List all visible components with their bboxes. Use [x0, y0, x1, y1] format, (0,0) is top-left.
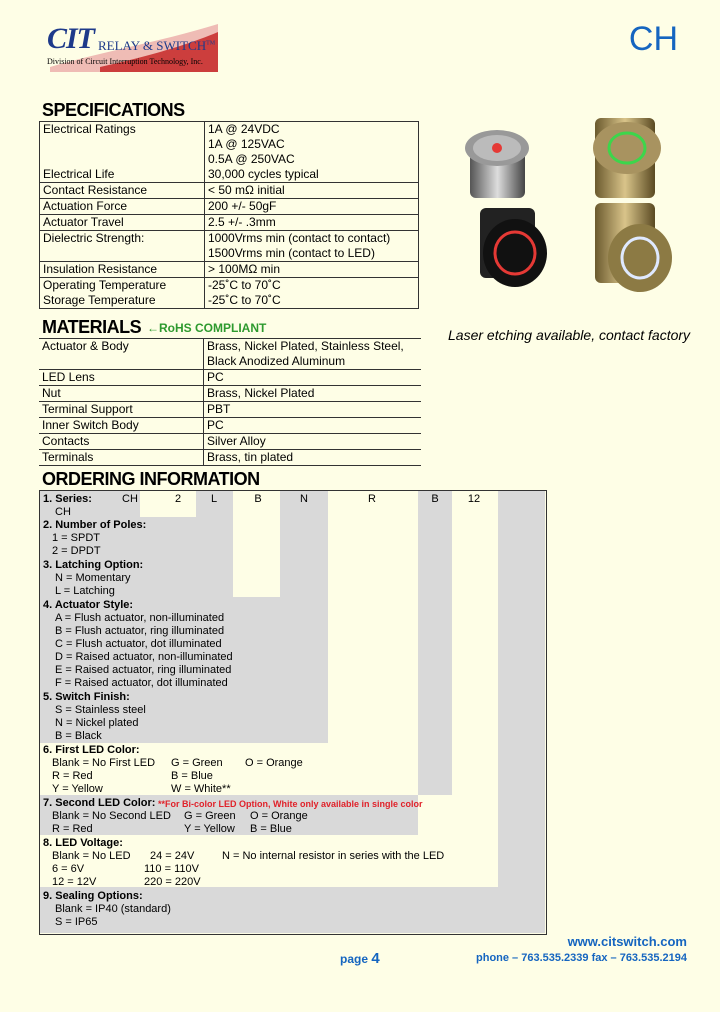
- voltage-option: 24 = 24V: [150, 850, 195, 862]
- sealing-option: S = IP65: [55, 916, 98, 928]
- material-value: PC: [204, 418, 422, 434]
- finish-option: N = Nickel plated: [55, 717, 139, 729]
- led1-heading: 6. First LED Color:: [43, 744, 140, 756]
- sealing-heading: 9. Sealing Options:: [43, 890, 143, 902]
- spec-label: [40, 152, 205, 167]
- shade-col-led2: [418, 491, 452, 795]
- actuator-option: E = Raised actuator, ring illuminated: [55, 664, 232, 676]
- spec-label: Actuator Travel: [40, 215, 205, 231]
- spec-value: 1A @ 125VAC: [208, 137, 285, 151]
- logo-cit: CIT: [47, 22, 95, 55]
- actuator-option: D = Raised actuator, non-illuminated: [55, 651, 233, 663]
- material-value: Brass, Nickel Plated: [204, 386, 422, 402]
- code-poles: 2: [174, 493, 182, 505]
- led2-option: B = Blue: [250, 823, 292, 835]
- spec-value: -25˚C to 70˚C: [208, 293, 281, 307]
- led2-heading: 7. Second LED Color:: [43, 797, 156, 809]
- material-label: LED Lens: [39, 370, 204, 386]
- spec-value: 1000Vrms min (contact to contact): [208, 231, 391, 245]
- specifications-title: SPECIFICATIONS: [42, 100, 185, 120]
- spec-label: Dielectric Strength:: [40, 231, 205, 247]
- website-link[interactable]: www.citswitch.com: [567, 934, 687, 949]
- poles-heading: 2. Number of Poles:: [43, 519, 147, 531]
- product-code: CH: [628, 20, 678, 58]
- led2-option: G = Green: [184, 810, 236, 822]
- code-actuator: B: [254, 493, 262, 505]
- actuator-option: A = Flush actuator, non-illuminated: [55, 612, 225, 624]
- code-voltage: 12: [467, 493, 481, 505]
- spec-value: > 100MΩ min: [205, 262, 419, 278]
- material-value: PC: [204, 370, 422, 386]
- voltage-option: 12 = 12V: [52, 876, 97, 888]
- spec-label: Operating Temperature: [40, 278, 205, 294]
- material-label: Inner Switch Body: [39, 418, 204, 434]
- spec-value: 0.5A @ 250VAC: [208, 152, 295, 166]
- bicolor-note: **For Bi-color LED Option, White only available in single color: [158, 799, 423, 809]
- led2-option: O = Orange: [250, 810, 308, 822]
- actuator-option: C = Flush actuator, dot illuminated: [55, 638, 222, 650]
- spec-label: [40, 246, 205, 262]
- led1-option: R = Red: [52, 770, 93, 782]
- code-latching: L: [210, 493, 218, 505]
- spec-label: Contact Resistance: [40, 183, 205, 199]
- actuator-heading: 4. Actuator Style:: [43, 599, 134, 611]
- logo-relay-switch: RELAY & SWITCH™: [98, 38, 216, 53]
- spec-value: 200 +/- 50gF: [205, 199, 419, 215]
- spec-label: [40, 137, 205, 152]
- material-value: Black Anodized Aluminum: [204, 354, 422, 370]
- sealing-option: Blank = IP40 (standard): [55, 903, 171, 915]
- poles-option: 1 = SPDT: [52, 532, 100, 544]
- product-photo: [440, 98, 700, 303]
- spec-label: Storage Temperature: [40, 293, 205, 309]
- materials-title: MATERIALS: [42, 317, 142, 337]
- spec-label: Insulation Resistance: [40, 262, 205, 278]
- led1-option: G = Green: [171, 757, 223, 769]
- page-number: page 4: [340, 950, 380, 967]
- spec-label: Electrical Ratings: [40, 122, 205, 138]
- spec-value: 1500Vrms min (contact to LED): [205, 246, 419, 262]
- spec-value: < 50 mΩ initial: [205, 183, 419, 199]
- material-value: Brass, Nickel Plated, Stainless Steel,: [204, 339, 422, 355]
- logo-division: Division of Circuit Interruption Technology, Inc.: [47, 57, 203, 66]
- materials-table: [39, 338, 421, 466]
- ordering-title: ORDERING INFORMATION: [42, 469, 260, 489]
- voltage-option: N = No internal resistor in series with the LED: [222, 850, 445, 862]
- material-label: Nut: [39, 386, 204, 402]
- voltage-option: 220 = 220V: [144, 876, 201, 888]
- material-label: Actuator & Body: [39, 339, 204, 355]
- spec-label: Electrical Life: [40, 167, 205, 183]
- series-heading: 1. Series:: [43, 493, 92, 505]
- shade-col-sealing: [498, 491, 545, 887]
- actuator-option: B = Flush actuator, ring illuminated: [55, 625, 225, 637]
- spec-label: Actuation Force: [40, 199, 205, 215]
- spec-value: 30,000 cycles typical: [205, 167, 419, 183]
- poles-option: 2 = DPDT: [52, 545, 101, 557]
- spec-value: 1A @ 24VDC: [208, 122, 280, 136]
- rohs-compliant-label: ←RoHS COMPLIANT: [147, 321, 267, 335]
- shade-col-finish: [280, 491, 328, 689]
- latching-heading: 3. Latching Option:: [43, 559, 144, 571]
- led2-option: R = Red: [52, 823, 93, 835]
- code-led1: R: [368, 493, 376, 505]
- led2-option: Blank = No Second LED: [52, 810, 171, 822]
- finish-heading: 5. Switch Finish:: [43, 691, 130, 703]
- code-series: CH: [122, 493, 138, 505]
- led1-option: B = Blue: [171, 770, 213, 782]
- voltage-heading: 8. LED Voltage:: [43, 837, 123, 849]
- led2-option: Y = Yellow: [184, 823, 235, 835]
- led1-option: O = Orange: [245, 757, 303, 769]
- spec-value: 2.5 +/- .3mm: [205, 215, 419, 231]
- contact-info: phone – 763.535.2339 fax – 763.535.2194: [476, 952, 687, 964]
- spec-value: -25˚C to 70˚C: [208, 278, 281, 292]
- voltage-option: 6 = 6V: [52, 863, 85, 875]
- latching-option: N = Momentary: [55, 572, 131, 584]
- led1-option: Blank = No First LED: [52, 757, 156, 769]
- material-value: PBT: [204, 402, 422, 418]
- actuator-option: F = Raised actuator, dot illuminated: [55, 677, 228, 689]
- voltage-option: 110 = 110V: [144, 863, 199, 875]
- code-finish: N: [300, 493, 308, 505]
- voltage-option: Blank = No LED: [52, 850, 131, 862]
- finish-option: B = Black: [55, 730, 102, 742]
- material-label: [39, 354, 204, 370]
- led1-option: W = White**: [171, 783, 231, 795]
- laser-etching-note: Laser etching available, contact factory: [448, 327, 691, 343]
- material-label: Contacts: [39, 434, 204, 450]
- material-value: Brass, tin plated: [204, 450, 422, 466]
- finish-option: S = Stainless steel: [55, 704, 146, 716]
- specifications-table: [39, 121, 419, 309]
- led1-option: Y = Yellow: [52, 783, 103, 795]
- material-label: Terminals: [39, 450, 204, 466]
- material-value: Silver Alloy: [204, 434, 422, 450]
- code-led2: B: [431, 493, 439, 505]
- material-label: Terminal Support: [39, 402, 204, 418]
- series-option: CH: [55, 506, 71, 518]
- latching-option: L = Latching: [55, 585, 115, 597]
